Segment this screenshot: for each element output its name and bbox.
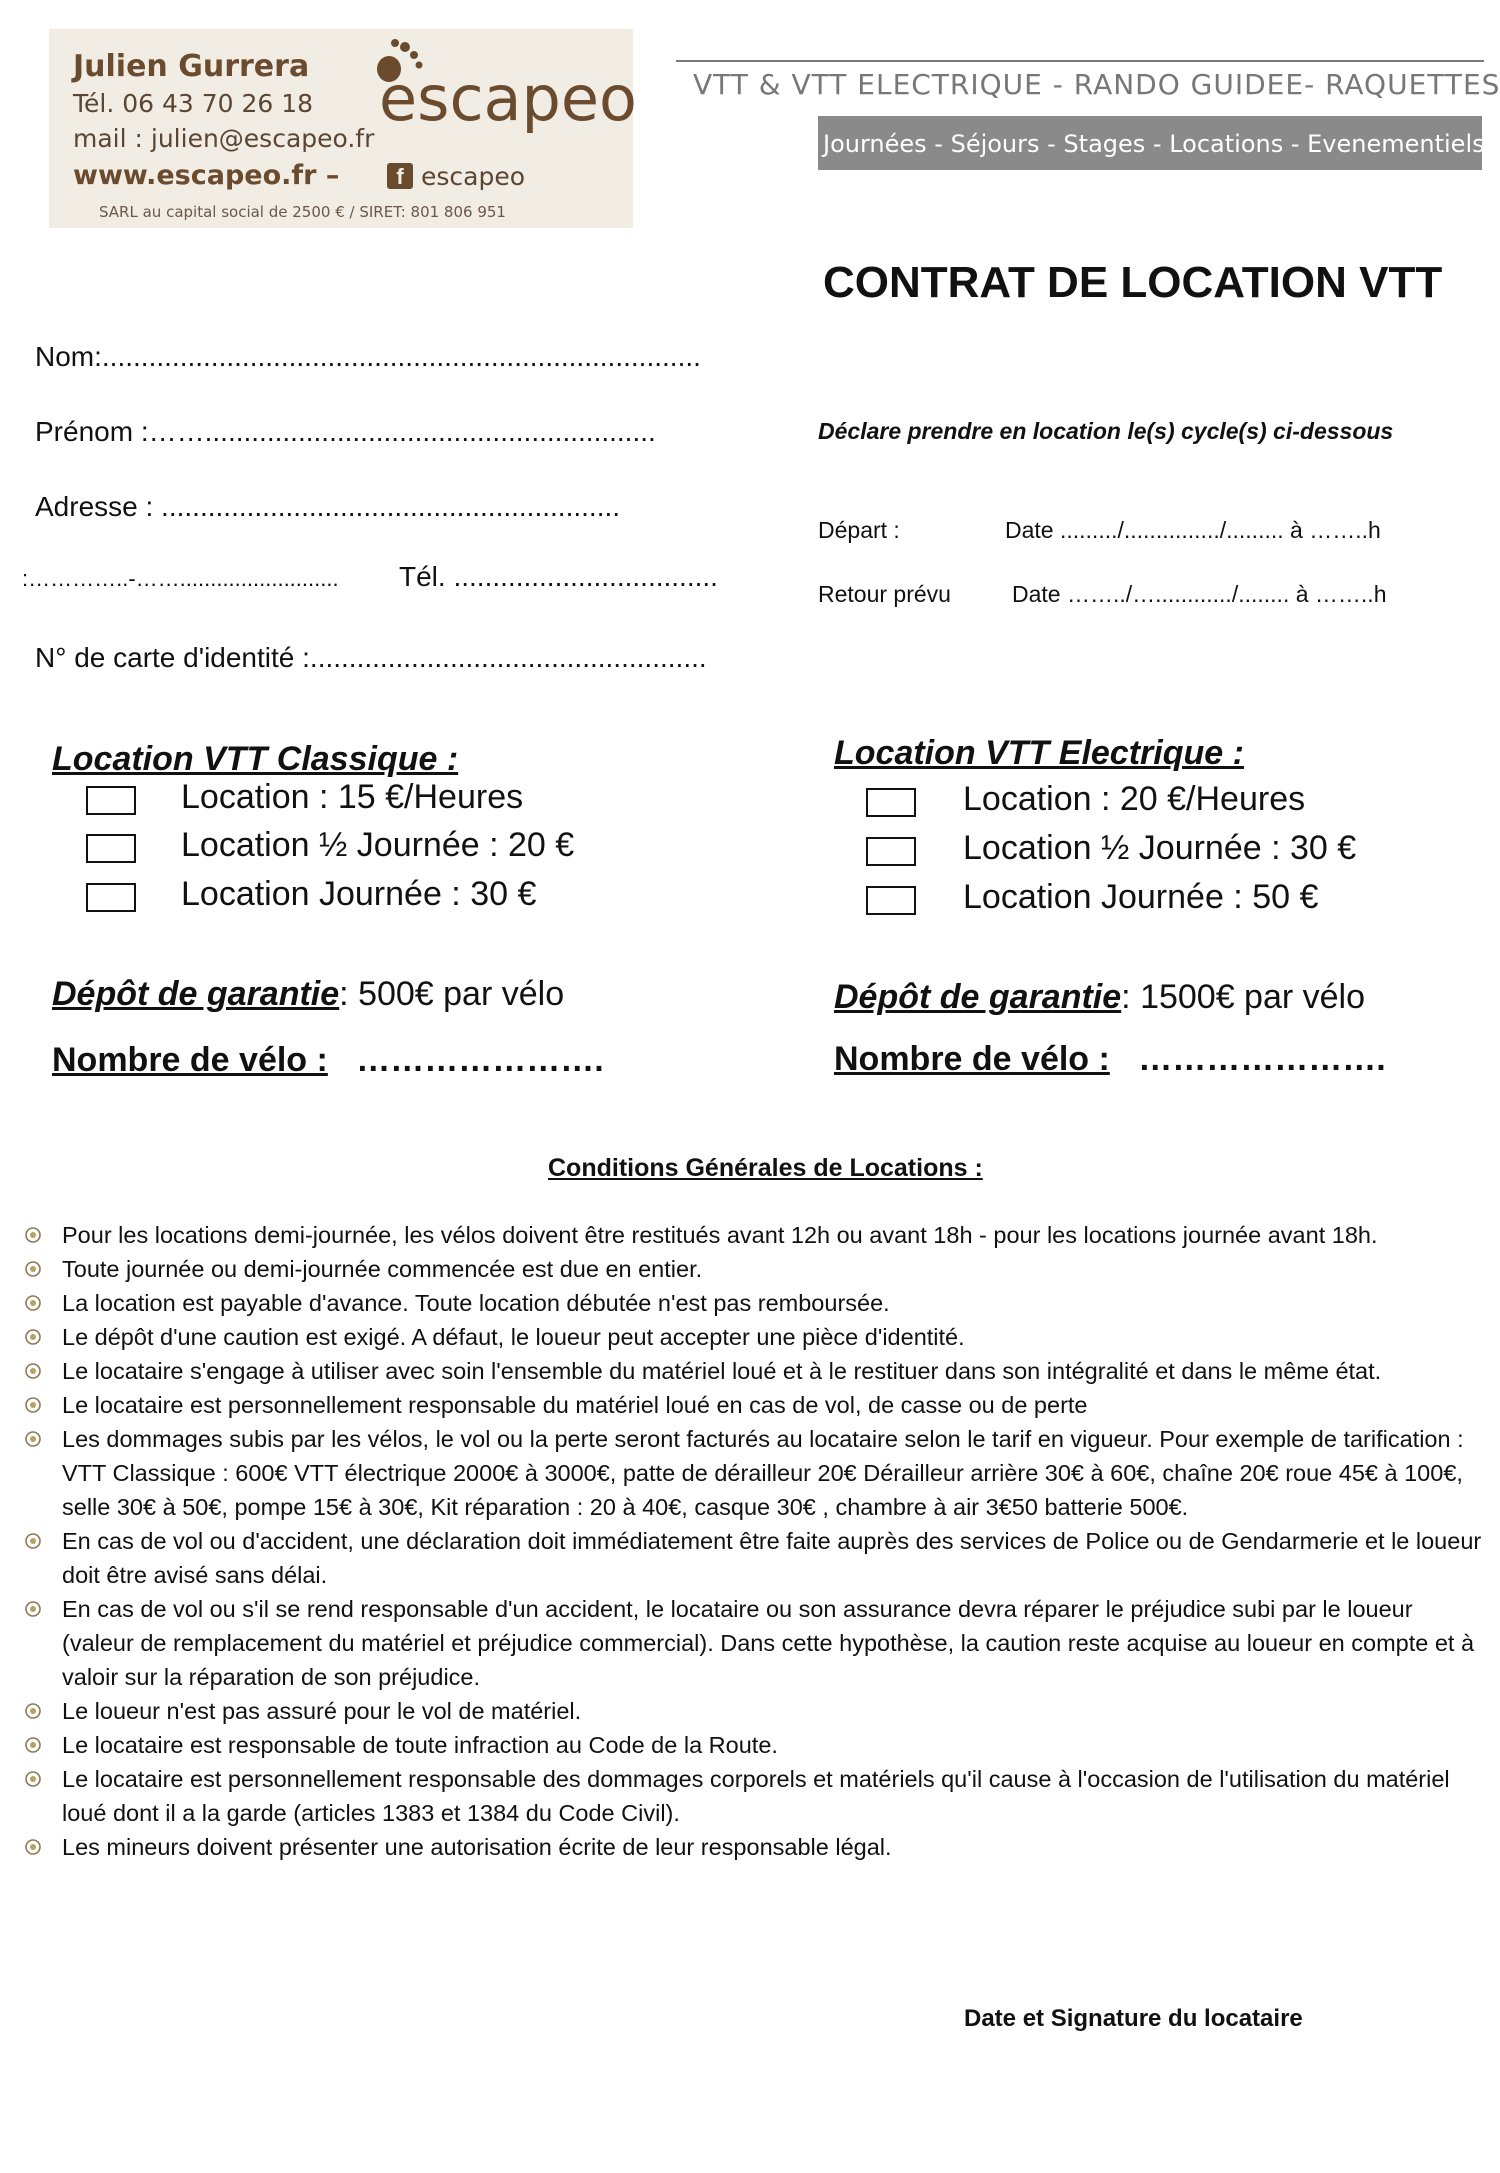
condition-item bbox=[24, 1592, 1484, 1694]
bullet-icon bbox=[24, 1396, 42, 1414]
field-carte-identite[interactable]: N° de carte d'identité :................................................... bbox=[35, 642, 707, 673]
condition-text: La location est payable d'avance. Toute location débutée n'est pas remboursée. bbox=[62, 1290, 890, 1316]
condition-item bbox=[24, 1218, 1484, 1252]
bullet-icon bbox=[24, 1736, 42, 1754]
electrique-count bbox=[834, 1040, 1386, 1079]
classique-deposit-value: : 500€ par vélo bbox=[339, 975, 565, 1013]
electrique-day-checkbox[interactable] bbox=[866, 886, 916, 915]
contact-facebook: escapeo bbox=[421, 162, 526, 191]
retour-label: Retour prévu bbox=[818, 581, 951, 607]
condition-item bbox=[24, 1320, 1484, 1354]
conditions-title: Conditions Générales de Locations : bbox=[548, 1154, 983, 1182]
depart-label: Départ : bbox=[818, 517, 900, 543]
tagline-rule bbox=[676, 60, 1484, 62]
electrique-section-title: Location VTT Electrique : bbox=[834, 734, 1244, 772]
classique-hour-option: Location : 15 €/Heures bbox=[181, 778, 524, 816]
electrique-hour-option: Location : 20 €/Heures bbox=[963, 780, 1306, 818]
condition-text: En cas de vol ou s'il se rend responsable d'un accident, le locataire ou son assurance devra réparer le préjudice subi par le loueur (valeur de remplacement du matériel et préjudice commercial). Dans cette hypothèse, la caution reste acquise au loueur en compte et à valoir sur la réparation de son préjudice. bbox=[62, 1596, 1475, 1690]
condition-text: Le locataire s'engage à utiliser avec soin l'ensemble du matériel loué et à le restituer dans son intégralité et dans le même état. bbox=[62, 1358, 1382, 1384]
electrique-hour-checkbox[interactable] bbox=[866, 788, 916, 817]
conditions-list bbox=[24, 1218, 1484, 1864]
electrique-deposit-value: : 1500€ par vélo bbox=[1121, 978, 1366, 1016]
contact-phone: Tél. 06 43 70 26 18 bbox=[73, 89, 314, 118]
condition-item bbox=[24, 1286, 1484, 1320]
classique-halfday-checkbox[interactable] bbox=[86, 834, 136, 863]
bullet-icon bbox=[24, 1770, 42, 1788]
retour-date-field[interactable]: Date ……../…............/........ à ……..h bbox=[1012, 581, 1387, 607]
condition-item bbox=[24, 1728, 1484, 1762]
bullet-icon bbox=[24, 1600, 42, 1618]
condition-item bbox=[24, 1830, 1484, 1864]
field-adresse[interactable]: Adresse : ........................................................... bbox=[35, 491, 621, 522]
condition-text: En cas de vol ou d'accident, une déclaration doit immédiatement être faite auprès des services de Police ou de Gendarmerie et le loueur doit être avisé sans délai. bbox=[62, 1528, 1482, 1588]
condition-item bbox=[24, 1422, 1484, 1524]
condition-text: Le loueur n'est pas assuré pour le vol de matériel. bbox=[62, 1698, 582, 1724]
activities-tagline: VTT & VTT ELECTRIQUE - RANDO GUIDEE- RAQUETTES bbox=[693, 68, 1500, 101]
condition-text: Les dommages subis par les vélos, le vol ou la perte seront facturés au locataire selon le tarif en vigueur. Pour exemple de tarification : VTT Classique : 600€ VTT électrique 2000€ à 3000€, patte de dérailleur 20€ Dérailleur arrière 30€ à 60€, chaîne 20€ roue 45€ à 100€, selle 30€ à 50€, pompe 15€ à 30€, Kit réparation : 20 à 40€, casque 30€ , chambre à air 3€50 batterie 500€. bbox=[62, 1426, 1464, 1520]
bullet-icon bbox=[24, 1702, 42, 1720]
classique-day-option: Location Journée : 30 € bbox=[181, 875, 537, 913]
signature-label: Date et Signature du locataire bbox=[964, 2005, 1303, 2032]
electrique-count-label: Nombre de vélo : bbox=[834, 1040, 1110, 1078]
contact-name: Julien Gurrera bbox=[73, 49, 310, 84]
bullet-icon bbox=[24, 1532, 42, 1550]
classique-deposit bbox=[52, 975, 564, 1014]
condition-item bbox=[24, 1354, 1484, 1388]
condition-text: Le dépôt d'une caution est exigé. A défaut, le loueur peut accepter une pièce d'identité. bbox=[62, 1324, 965, 1350]
classique-count-label: Nombre de vélo : bbox=[52, 1041, 328, 1079]
contact-email: mail : julien@escapeo.fr bbox=[73, 124, 375, 153]
classique-count bbox=[52, 1041, 604, 1080]
condition-text: Le locataire est personnellement responsable des dommages corporels et matériels qu'il cause à l'occasion de l'utilisation du matériel loué dont il a la garde (articles 1383 et 1384 du Code Civil). bbox=[62, 1766, 1450, 1826]
depart-date-field[interactable]: Date ........./.............../......... à ……..h bbox=[1005, 517, 1381, 543]
contact-website: www.escapeo.fr – bbox=[73, 160, 340, 191]
condition-item bbox=[24, 1388, 1484, 1422]
condition-text: Le locataire est personnellement responsable du matériel loué en cas de vol, de casse ou de perte bbox=[62, 1392, 1088, 1418]
bullet-icon bbox=[24, 1838, 42, 1856]
bullet-icon bbox=[24, 1328, 42, 1346]
declaration-text: Déclare prendre en location le(s) cycle(s) ci-dessous bbox=[818, 418, 1394, 444]
electrique-halfday-checkbox[interactable] bbox=[866, 837, 916, 866]
electrique-deposit-label: Dépôt de garantie bbox=[834, 978, 1122, 1016]
bullet-icon bbox=[24, 1430, 42, 1448]
classique-count-field[interactable]: …………………. bbox=[356, 1041, 604, 1079]
bullet-icon bbox=[24, 1362, 42, 1380]
company-siret: SARL au capital social de 2500 € / SIRET: 801 806 951 bbox=[99, 203, 506, 221]
classique-hour-checkbox[interactable] bbox=[86, 786, 136, 815]
field-nom[interactable]: Nom:............................................................................. bbox=[35, 341, 701, 372]
facebook-icon: f bbox=[387, 163, 413, 189]
field-prenom[interactable]: Prénom :…….......................................................... bbox=[35, 416, 656, 447]
bullet-icon bbox=[24, 1226, 42, 1244]
classique-section-title: Location VTT Classique : bbox=[52, 740, 459, 778]
condition-item bbox=[24, 1694, 1484, 1728]
electrique-deposit bbox=[834, 978, 1365, 1017]
escapeo-logo: escapeo bbox=[379, 62, 637, 135]
electrique-day-option: Location Journée : 50 € bbox=[963, 878, 1319, 916]
condition-item bbox=[24, 1762, 1484, 1830]
page-title: CONTRAT DE LOCATION VTT bbox=[823, 258, 1443, 307]
bullet-icon bbox=[24, 1294, 42, 1312]
condition-text: Pour les locations demi-journée, les vélos doivent être restitués avant 12h ou avant 18h - pour les locations journée avant 18h. bbox=[62, 1222, 1378, 1248]
electrique-count-field[interactable]: …………………. bbox=[1138, 1040, 1386, 1078]
classique-halfday-option: Location ½ Journée : 20 € bbox=[181, 826, 575, 864]
classique-deposit-label: Dépôt de garantie bbox=[52, 975, 340, 1013]
classique-day-checkbox[interactable] bbox=[86, 883, 136, 912]
condition-text: Les mineurs doivent présenter une autorisation écrite de leur responsable légal. bbox=[62, 1834, 892, 1860]
electrique-halfday-option: Location ½ Journée : 30 € bbox=[963, 829, 1357, 867]
bullet-icon bbox=[24, 1260, 42, 1278]
condition-item bbox=[24, 1252, 1484, 1286]
field-adresse-line2[interactable]: :…………..-…….......................... bbox=[22, 566, 339, 591]
condition-text: Toute journée ou demi-journée commencée est due en entier. bbox=[62, 1256, 703, 1282]
header-contact-card bbox=[49, 29, 637, 228]
services-text: Journées - Séjours - Stages - Locations - Evenementiels bbox=[823, 130, 1485, 158]
condition-item bbox=[24, 1524, 1484, 1592]
condition-text: Le locataire est responsable de toute infraction au Code de la Route. bbox=[62, 1732, 778, 1758]
field-tel[interactable]: Tél. .................................. bbox=[399, 561, 718, 592]
